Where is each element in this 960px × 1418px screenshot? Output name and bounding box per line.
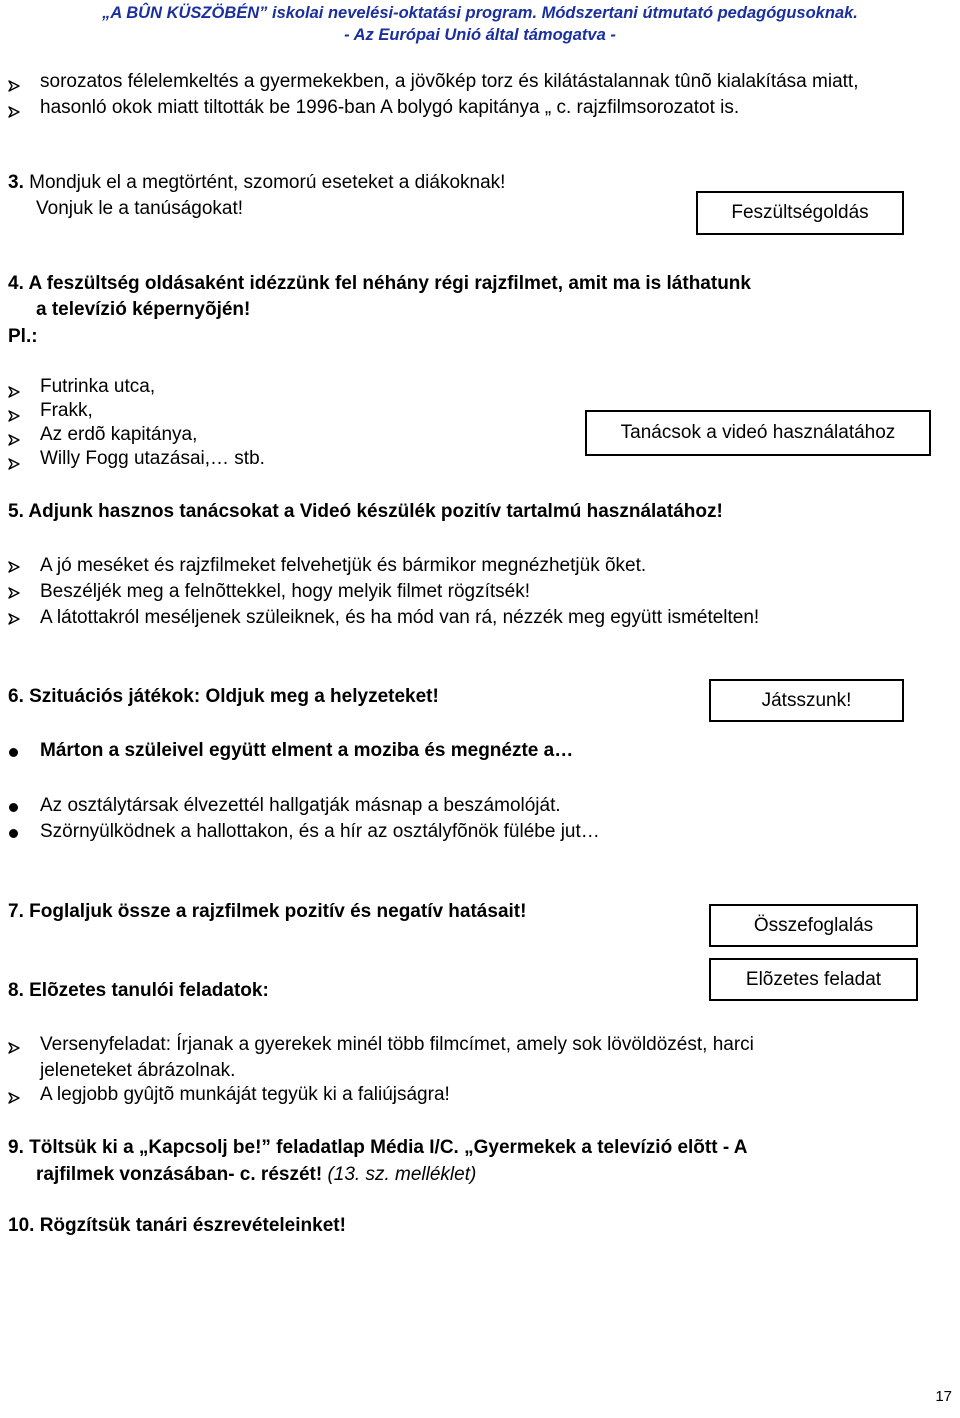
dot-bullet-icon bbox=[9, 748, 18, 757]
arrow-bullet-icon bbox=[8, 561, 20, 573]
video-tip-item: Beszéljék meg a felnõttekkel, hogy melyik filmet rögzítsék! bbox=[40, 581, 530, 602]
section-3-line1: Mondjuk el a megtörtént, szomorú eseteket a diákoknak! bbox=[29, 172, 506, 193]
elozetes-feladat-box: Elõzetes feladat bbox=[709, 958, 918, 1001]
section-5-title: 5. Adjunk hasznos tanácsokat a Videó készülék pozitív tartalmú használatához! bbox=[8, 501, 723, 522]
section-3-number: 3. bbox=[8, 172, 24, 193]
section-8-title: 8. Elõzetes tanulói feladatok: bbox=[8, 980, 269, 1001]
cartoon-item: Az erdõ kapitánya, bbox=[40, 424, 198, 445]
section-4-line1: A feszültség oldásaként idézzünk fel néhány régi rajzfilmet, amit ma is láthatunk bbox=[28, 273, 751, 294]
page-number: 17 bbox=[935, 1388, 952, 1405]
intro-bullet-2: hasonló okok miatt tiltották be 1996-ban A bolygó kapitánya „ c. rajzfilmsorozatot is. bbox=[40, 97, 740, 118]
video-tips-box: Tanácsok a videó használatához bbox=[585, 410, 931, 456]
arrow-bullet-icon bbox=[8, 106, 20, 118]
section-9-line2 bbox=[36, 1164, 476, 1186]
intro-bullet-1: sorozatos félelemkeltés a gyermekekben, a jövõkép torz és kilátástalannak tûnõ kialakítása miatt, bbox=[40, 71, 859, 92]
cartoon-item: Frakk, bbox=[40, 400, 93, 421]
arrow-bullet-icon bbox=[8, 587, 20, 599]
arrow-bullet-icon bbox=[8, 410, 20, 422]
situation-item: Az osztálytársak élvezettél hallgatják másnap a beszámolóját. bbox=[40, 795, 561, 816]
section-9-attachment: (13. sz. melléklet) bbox=[322, 1164, 477, 1185]
header-subtitle: - Az Európai Unió által támogatva - bbox=[344, 26, 616, 44]
section-4-heading bbox=[8, 273, 751, 295]
section-9-line1: 9. Töltsük ki a „Kapcsolj be!” feladatlap Média I/C. „Gyermekek a televízió elõtt - A bbox=[8, 1137, 748, 1158]
cartoon-item: Willy Fogg utazásai,… stb. bbox=[40, 448, 265, 469]
dot-bullet-icon bbox=[9, 829, 18, 838]
section-4-line2: a televízió képernyõjén! bbox=[36, 299, 251, 320]
cartoon-item: Futrinka utca, bbox=[40, 376, 156, 397]
jatsszunk-box: Játsszunk! bbox=[709, 679, 904, 722]
task-item-1-line2: jeleneteket ábrázolnak. bbox=[40, 1060, 236, 1081]
situation-item: Szörnyülködnek a hallottakon, és a hír az osztályfõnök fülébe jut… bbox=[40, 821, 600, 842]
task-item-1-line1: Versenyfeladat: Írjanak a gyerekek minél több filmcímet, amely sok lövöldözést, harci bbox=[40, 1034, 754, 1055]
arrow-bullet-icon bbox=[8, 80, 20, 92]
arrow-bullet-icon bbox=[8, 458, 20, 470]
section-3-heading bbox=[8, 172, 505, 194]
arrow-bullet-icon bbox=[8, 1042, 20, 1054]
header-title: „A BÛN KÜSZÖBÉN” iskolai nevelési-oktatási program. Módszertani útmutató pedagógusoknak. bbox=[102, 4, 858, 22]
dot-bullet-icon bbox=[9, 803, 18, 812]
osszefoglalas-box: Összefoglalás bbox=[709, 904, 918, 947]
section-6-title: 6. Szituációs játékok: Oldjuk meg a helyzeteket! bbox=[8, 686, 439, 707]
arrow-bullet-icon bbox=[8, 434, 20, 446]
task-item-2: A legjobb gyûjtõ munkáját tegyük ki a faliújságra! bbox=[40, 1084, 450, 1105]
video-tip-item: A látottakról meséljenek szüleiknek, és ha mód van rá, nézzék meg együtt ismételten! bbox=[40, 607, 760, 628]
situation-main: Márton a szüleivel együtt elment a moziba és megnézte a… bbox=[40, 740, 574, 761]
feszultsegoldas-box: Feszültségoldás bbox=[696, 191, 904, 235]
section-7-title: 7. Foglaljuk össze a rajzfilmek pozitív és negatív hatásait! bbox=[8, 901, 527, 922]
section-9-part-title: rajfilmek vonzásában- c. részét! bbox=[36, 1164, 323, 1185]
video-tip-item: A jó meséket és rajzfilmeket felvehetjük és bármikor megnézhetjük õket. bbox=[40, 555, 647, 576]
arrow-bullet-icon bbox=[8, 613, 20, 625]
arrow-bullet-icon bbox=[8, 1092, 20, 1104]
section-3-line2: Vonjuk le a tanúságokat! bbox=[36, 198, 244, 219]
section-4-pl: Pl.: bbox=[8, 326, 38, 347]
section-4-number: 4. bbox=[8, 273, 24, 294]
section-10-title: 10. Rögzítsük tanári észrevételeinket! bbox=[8, 1215, 346, 1236]
arrow-bullet-icon bbox=[8, 386, 20, 398]
